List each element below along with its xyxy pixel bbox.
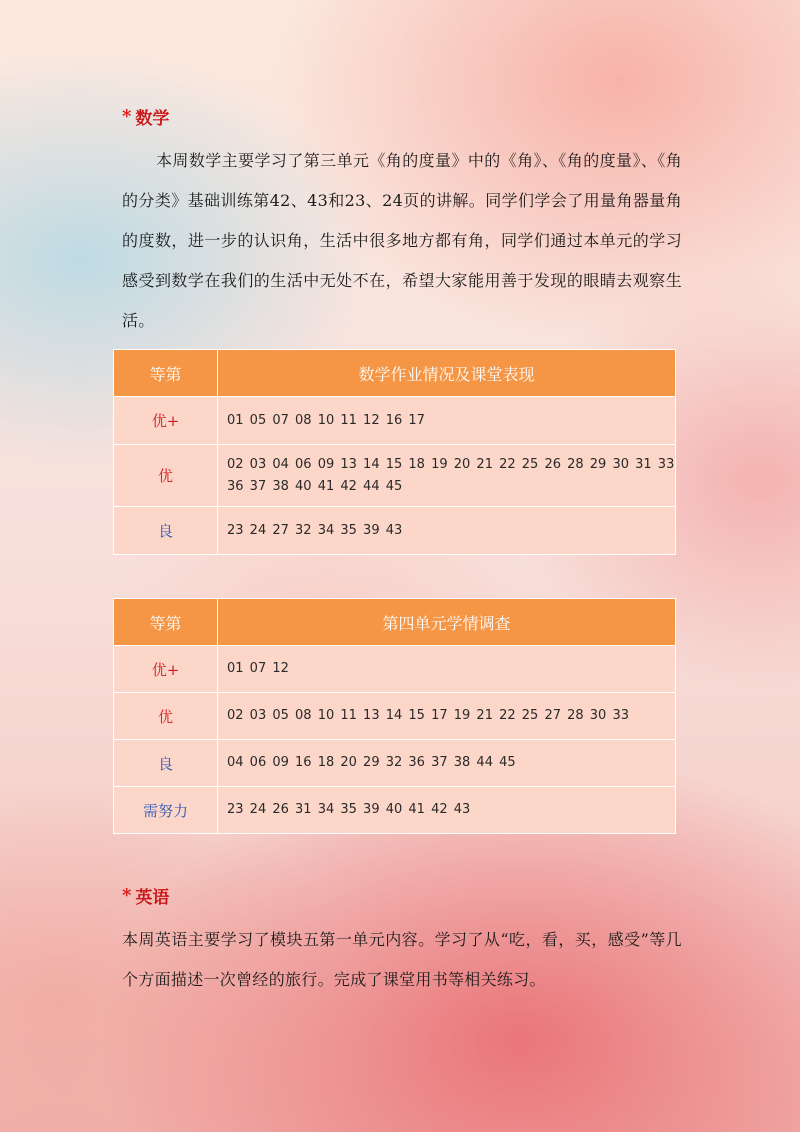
table-row — [114, 646, 676, 693]
table-row — [114, 693, 676, 740]
table-row — [114, 445, 676, 507]
students-cell: 01 05 07 08 10 11 12 16 17 — [218, 397, 676, 445]
header-grade: 等第 — [114, 599, 218, 646]
students-cell: 02 03 05 08 10 11 13 14 15 17 19 21 22 25 27 28 30 33 — [218, 693, 676, 740]
table-header-row — [114, 350, 676, 397]
table-row — [114, 507, 676, 555]
english-paragraph: 本周英语主要学习了模块五第一单元内容。学习了从“吃，看，买，感受”等几个方面描述一次曾经的旅行。完成了课堂用书等相关练习。 — [122, 930, 682, 989]
math-homework-table — [113, 349, 676, 555]
grade-cell: 优 — [114, 445, 218, 507]
grade-cell: 优+ — [114, 646, 218, 693]
star-icon: * — [122, 106, 132, 127]
students-cell: 02 03 04 06 09 13 14 15 18 19 20 21 22 25 26 28 29 30 31 33 36 37 38 40 41 42 44 45 — [218, 445, 676, 507]
grade-cell: 优+ — [114, 397, 218, 445]
table-header-row — [114, 599, 676, 646]
header-grade: 等第 — [114, 350, 218, 397]
students-cell: 01 07 12 — [218, 646, 676, 693]
table-row — [114, 397, 676, 445]
math-section-title — [122, 104, 169, 129]
students-cell: 04 06 09 16 18 20 29 32 36 37 38 44 45 — [218, 740, 676, 787]
students-cell: 23 24 26 31 34 35 39 40 41 42 43 — [218, 787, 676, 834]
header-title: 第四单元学情调查 — [218, 599, 676, 646]
header-title: 数学作业情况及课堂表现 — [218, 350, 676, 397]
star-icon: * — [122, 885, 132, 906]
grade-cell: 良 — [114, 507, 218, 555]
grade-cell: 需努力 — [114, 787, 218, 834]
grade-cell: 优 — [114, 693, 218, 740]
students-cell: 23 24 27 32 34 35 39 43 — [218, 507, 676, 555]
unit4-survey-table — [113, 598, 676, 834]
math-paragraph: 本周数学主要学习了第三单元《角的度量》中的《角》、《角的度量》、《角的分类》基础训练第42、43和23、24页的讲解。同学们学会了用量角器量角的度数，进一步的认识角，生活中很多地方都有角，同学们通过本单元的学习感受到数学在我们的生活中无处不在，希望大家能用善于发现的眼睛去观察生活。 — [122, 151, 682, 330]
english-section-title — [122, 883, 169, 908]
table-row — [114, 787, 676, 834]
math-title: 数学 — [135, 109, 170, 129]
english-title: 英语 — [135, 888, 170, 908]
table-row — [114, 740, 676, 787]
grade-cell: 良 — [114, 740, 218, 787]
